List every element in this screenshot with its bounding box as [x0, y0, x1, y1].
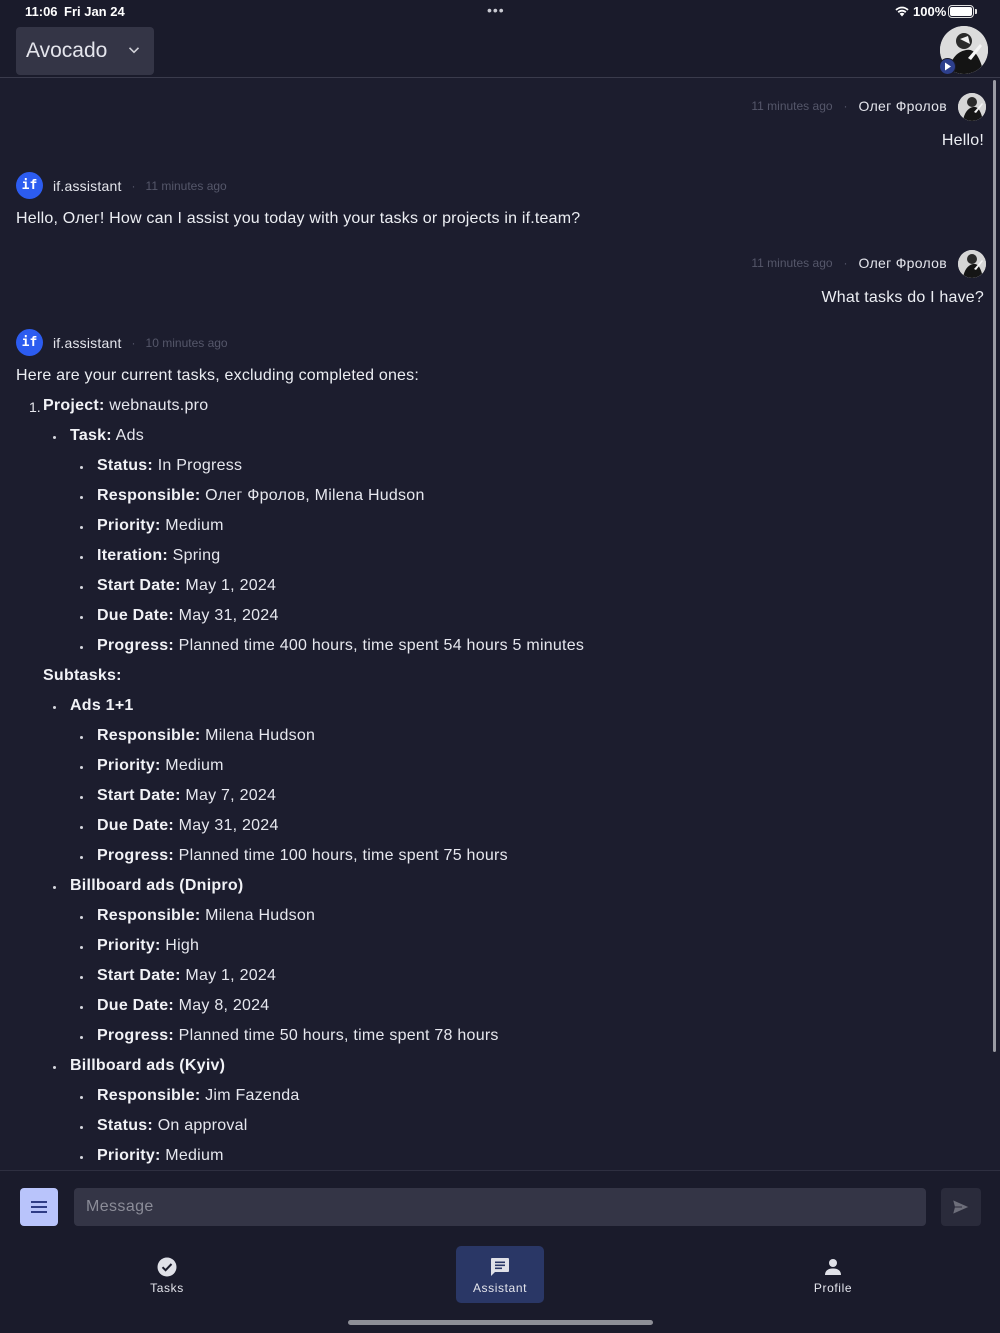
bullet — [53, 436, 56, 439]
field-value: Jim Fazenda — [205, 1087, 300, 1104]
send-button[interactable] — [941, 1188, 981, 1226]
status-time: 11:06 — [25, 4, 58, 19]
bullet — [80, 826, 83, 829]
subtask-name: Ads 1+1 — [70, 697, 134, 714]
chat-icon — [490, 1257, 510, 1277]
message-time: 11 minutes ago — [751, 99, 833, 113]
message-meta — [751, 98, 947, 114]
bullet — [53, 706, 56, 709]
bullet — [80, 586, 83, 589]
bullet — [53, 1066, 56, 1069]
field-value: Medium — [165, 757, 224, 774]
bullet — [80, 796, 83, 799]
list-item — [97, 937, 199, 955]
field-label: Start Date: — [97, 577, 181, 594]
workspace-name: Avocado — [26, 39, 108, 62]
list-item — [97, 547, 220, 565]
bottom-navigation — [0, 1242, 1000, 1333]
assistant-message-intro: Here are your current tasks, excluding completed ones: — [16, 367, 419, 384]
app-header — [0, 24, 1000, 78]
person-icon — [823, 1257, 843, 1277]
list-item — [97, 607, 279, 625]
list-item — [97, 757, 224, 775]
nav-profile[interactable] — [789, 1246, 877, 1303]
assistant-name: if.assistant — [53, 177, 122, 194]
field-value: May 1, 2024 — [185, 967, 277, 984]
assistant-avatar: if — [16, 172, 43, 199]
field-value: On approval — [157, 1117, 248, 1134]
menu-icon — [31, 1200, 47, 1214]
nav-label: Assistant — [472, 1281, 528, 1295]
field-value: Planned time 50 hours, time spent 78 hours — [178, 1027, 499, 1044]
message-composer — [0, 1170, 1000, 1242]
field-value: In Progress — [157, 457, 243, 474]
field-label: Iteration: — [97, 547, 168, 564]
chevron-down-icon — [128, 44, 140, 56]
nav-assistant[interactable] — [456, 1246, 544, 1303]
bullet — [80, 466, 83, 469]
meta-separator: · — [843, 256, 848, 270]
wifi-icon — [894, 4, 910, 17]
field-value: Олег Фролов, Milena Hudson — [205, 487, 425, 504]
list-item — [97, 457, 242, 475]
field-value: webnauts.pro — [109, 397, 209, 414]
field-value: Medium — [165, 1147, 224, 1164]
field-label: Responsible: — [97, 907, 201, 924]
bullet — [80, 1096, 83, 1099]
message-time: 11 minutes ago — [751, 256, 833, 270]
field-value: High — [165, 937, 200, 954]
bullet — [80, 496, 83, 499]
subtask-name: Billboard ads (Kyiv) — [70, 1057, 226, 1074]
bullet — [80, 616, 83, 619]
list-item — [97, 817, 279, 835]
battery-icon — [948, 5, 974, 18]
field-value: Milena Hudson — [205, 907, 316, 924]
field-label: Start Date: — [97, 787, 181, 804]
field-value: May 1, 2024 — [185, 577, 277, 594]
field-value: May 8, 2024 — [178, 997, 270, 1014]
subtask-title — [70, 1057, 225, 1075]
field-label: Progress: — [97, 1027, 174, 1044]
bullet — [80, 526, 83, 529]
battery-level-fill — [950, 7, 972, 16]
field-label: Progress: — [97, 637, 174, 654]
field-label: Responsible: — [97, 1087, 201, 1104]
list-item — [97, 727, 315, 745]
check-circle-icon — [157, 1257, 177, 1277]
list-item — [97, 637, 584, 655]
list-item — [97, 907, 315, 925]
bullet — [80, 946, 83, 949]
subtask-name: Billboard ads (Dnipro) — [70, 877, 244, 894]
assistant-header — [16, 172, 227, 199]
list-item — [97, 847, 508, 865]
chat-thread[interactable] — [0, 78, 1000, 1170]
subtask-title — [70, 877, 244, 895]
bullet — [80, 916, 83, 919]
bullet — [80, 976, 83, 979]
field-label: Due Date: — [97, 607, 174, 624]
assistant-message: Hello, Олег! How can I assist you today with your tasks or projects in if.team? — [16, 210, 581, 227]
field-label: Priority: — [97, 937, 161, 954]
bullet — [80, 1126, 83, 1129]
list-item — [97, 997, 269, 1015]
bullet — [53, 886, 56, 889]
field-label: Priority: — [97, 757, 161, 774]
meta-separator: · — [843, 99, 848, 113]
field-value: Medium — [165, 517, 224, 534]
bullet — [80, 646, 83, 649]
user-message: What tasks do I have? — [821, 289, 984, 306]
field-label: Task: — [70, 427, 112, 444]
assistant-avatar: if — [16, 329, 43, 356]
bullet — [80, 1006, 83, 1009]
field-label: Responsible: — [97, 727, 201, 744]
list-item — [97, 487, 425, 505]
status-bar — [0, 0, 1000, 24]
nav-label: Profile — [813, 1281, 853, 1295]
field-value: Planned time 100 hours, time spent 75 hours — [178, 847, 508, 864]
list-item — [97, 967, 276, 985]
nav-tasks[interactable] — [123, 1246, 211, 1303]
nav-label: Tasks — [150, 1281, 184, 1295]
list-item — [97, 787, 276, 805]
list-item — [97, 1147, 224, 1165]
list-item — [97, 1117, 248, 1135]
avatar-portrait-icon — [958, 93, 986, 121]
send-icon — [952, 1199, 970, 1215]
bullet — [80, 556, 83, 559]
message-time: 10 minutes ago — [145, 335, 228, 350]
home-indicator[interactable] — [348, 1320, 653, 1325]
field-label: Start Date: — [97, 967, 181, 984]
multitasking-dots[interactable]: ••• — [487, 2, 505, 18]
user-avatar-small — [958, 250, 986, 278]
field-label: Status: — [97, 457, 153, 474]
subtask-title — [70, 697, 134, 715]
bullet — [80, 766, 83, 769]
list-item-task — [70, 427, 144, 445]
field-label: Priority: — [97, 1147, 161, 1164]
field-label: Priority: — [97, 517, 161, 534]
bullet — [80, 1036, 83, 1039]
chat-scrollbar[interactable] — [993, 80, 996, 1052]
field-value: May 31, 2024 — [178, 817, 279, 834]
message-input[interactable] — [74, 1188, 926, 1226]
field-label: Due Date: — [97, 817, 174, 834]
menu-button[interactable] — [20, 1188, 58, 1226]
list-item — [97, 577, 276, 595]
bullet — [80, 736, 83, 739]
message-author: Олег Фролов — [858, 255, 947, 271]
user-message: Hello! — [941, 132, 984, 149]
play-icon — [939, 58, 956, 75]
field-label: Project: — [43, 397, 105, 414]
list-item — [97, 1027, 499, 1045]
field-label: Status: — [97, 1117, 153, 1134]
avatar-portrait-icon — [958, 250, 986, 278]
status-date: Fri Jan 24 — [64, 4, 125, 19]
field-value: May 31, 2024 — [178, 607, 279, 624]
subtasks-label: Subtasks: — [43, 667, 122, 684]
field-value: Milena Hudson — [205, 727, 316, 744]
field-value: May 7, 2024 — [185, 787, 277, 804]
assistant-name: if.assistant — [53, 334, 122, 351]
field-value: Spring — [172, 547, 221, 564]
field-label: Progress: — [97, 847, 174, 864]
field-value: Planned time 400 hours, time spent 54 hours 5 minutes — [178, 637, 585, 654]
subtasks-heading — [43, 667, 122, 685]
list-item — [97, 1087, 300, 1105]
message-meta — [751, 255, 947, 271]
battery-percent: 100% — [913, 4, 947, 19]
field-label: Due Date: — [97, 997, 174, 1014]
message-time: 11 minutes ago — [145, 178, 227, 193]
list-item — [97, 517, 224, 535]
field-label: Responsible: — [97, 487, 201, 504]
bullet — [80, 1156, 83, 1159]
list-item-project — [43, 397, 208, 415]
workspace-selector[interactable] — [16, 27, 154, 75]
list-number: 1. — [29, 399, 41, 415]
user-avatar-small — [958, 93, 986, 121]
meta-separator: · — [131, 178, 136, 193]
bullet — [80, 856, 83, 859]
assistant-header — [16, 329, 228, 356]
field-value: Ads — [115, 427, 144, 444]
meta-separator: · — [131, 335, 136, 350]
message-author: Олег Фролов — [858, 98, 947, 114]
